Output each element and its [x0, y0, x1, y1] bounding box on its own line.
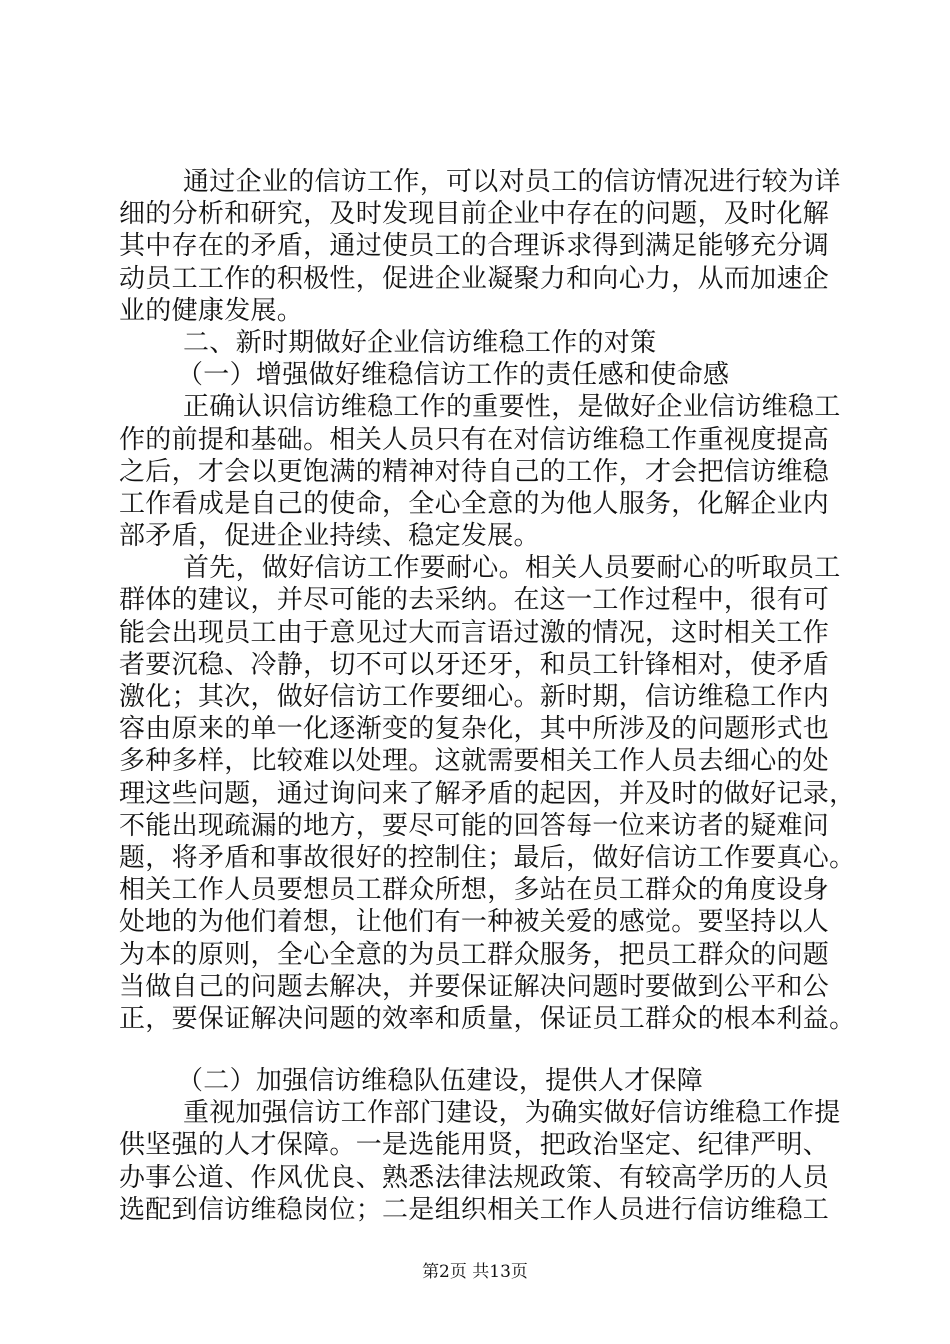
text-line: 群体的建议，并尽可能的去采纳。在这一工作过程中，很有可: [119, 585, 830, 616]
text-line: 其中存在的矛盾，通过使员工的合理诉求得到满足能够充分调: [119, 231, 830, 262]
text-line: 业的健康发展。: [119, 295, 304, 326]
text-line: 为本的原则，全心全意的为员工群众服务，把员工群众的问题: [119, 939, 830, 970]
text-line: 处地的为他们着想，让他们有一种被关爱的感觉。要坚持以人: [119, 907, 830, 938]
text-line: 部矛盾，促进企业持续、稳定发展。: [119, 521, 540, 552]
paragraph-gap: [119, 1035, 859, 1065]
text-line: 动员工工作的积极性，促进企业凝聚力和向心力，从而加速企: [119, 263, 830, 294]
subsection-heading: （二）加强信访维稳队伍建设，提供人才保障: [177, 1066, 704, 1097]
text-line: 激化；其次，做好信访工作要细心。新时期，信访维稳工作内: [119, 682, 830, 712]
text-line: 办事公道、作风优良、熟悉法律法规政策、有较高学历的人员: [119, 1162, 830, 1193]
subsection-heading: （一）增强做好维稳信访工作的责任感和使命感: [177, 360, 730, 391]
text-line: 首先，做好信访工作要耐心。相关人员要耐心的听取员工: [183, 553, 841, 584]
text-line: 题，将矛盾和事故很好的控制住；最后，做好信访工作要真心。: [119, 842, 856, 873]
text-line: 细的分析和研究，及时发现目前企业中存在的问题，及时化解: [119, 199, 830, 230]
text-line: 相关工作人员要想员工群众所想，多站在员工群众的角度设身: [119, 875, 830, 906]
text-line: 能会出现员工由于意见过大而言语过激的情况，这时相关工作: [119, 617, 830, 648]
text-line: 重视加强信访工作部门建设，为确实做好信访维稳工作提: [183, 1098, 841, 1129]
text-line: 不能出现疏漏的地方，要尽可能的回答每一位来访者的疑难问: [119, 810, 830, 841]
document-body: [119, 166, 859, 1226]
text-line: 正，要保证解决问题的效率和质量，保证员工群众的根本利益。: [119, 1003, 856, 1034]
text-line: 正确认识信访维稳工作的重要性，是做好企业信访维稳工: [183, 392, 841, 423]
text-line: 者要沉稳、冷静，切不可以牙还牙，和员工针锋相对，使矛盾: [119, 649, 830, 680]
text-line: 理这些问题，通过询问来了解矛盾的起因，并及时的做好记录，: [119, 778, 856, 809]
section-heading: 二、新时期做好企业信访维稳工作的对策: [183, 327, 657, 358]
text-line: 供坚强的人才保障。一是选能用贤，把政治坚定、纪律严明、: [119, 1130, 830, 1161]
text-line: 容由原来的单一化逐渐变的复杂化，其中所涉及的问题形式也: [119, 714, 830, 745]
page-number-footer: 第2页 共13页: [422, 1262, 528, 1282]
text-line: 之后，才会以更饱满的精神对待自己的工作，才会把信访维稳: [119, 456, 830, 487]
text-line: 工作看成是自己的使命，全心全意的为他人服务，化解企业内: [119, 488, 830, 519]
text-line: 多种多样，比较难以处理。这就需要相关工作人员去细心的处: [119, 746, 830, 777]
text-line: 作的前提和基础。相关人员只有在对信访维稳工作重视度提高: [119, 424, 830, 455]
text-line: 通过企业的信访工作，可以对员工的信访情况进行较为详: [183, 167, 841, 197]
text-line: 选配到信访维稳岗位；二是组织相关工作人员进行信访维稳工: [119, 1194, 830, 1225]
text-line: 当做自己的问题去解决，并要保证解决问题时要做到公平和公: [119, 971, 830, 1002]
